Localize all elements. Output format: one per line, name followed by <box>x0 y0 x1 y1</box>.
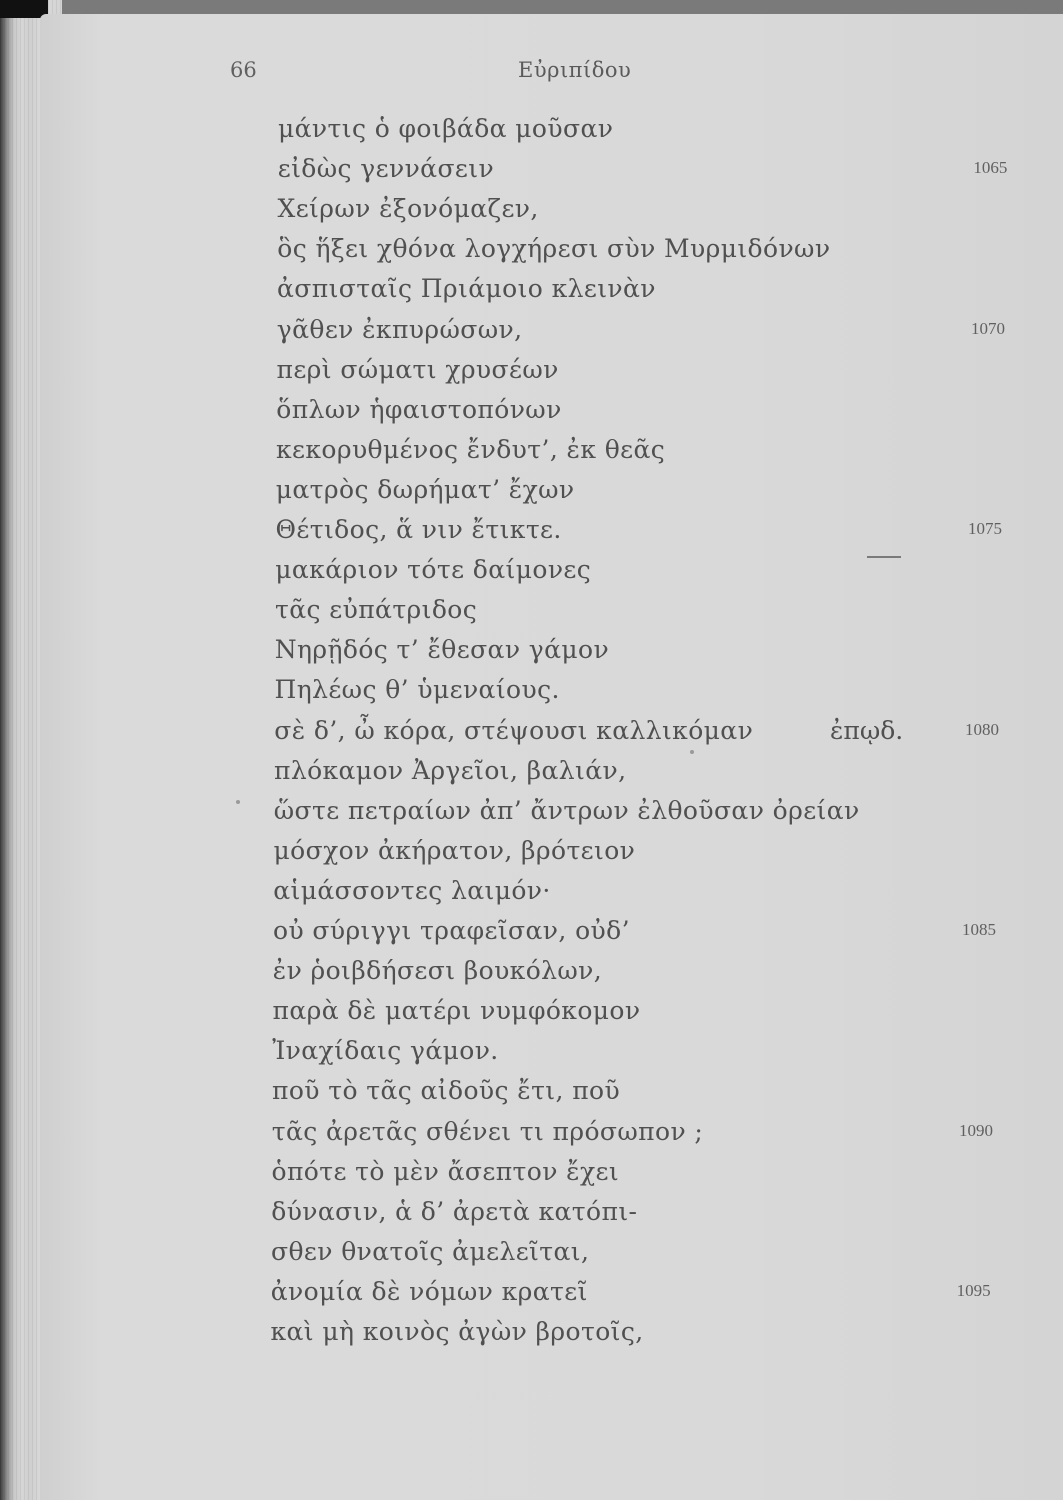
verse-text: μόσχον ἀκήρατον, βρότειον <box>273 835 636 865</box>
verse-line <box>40 1117 1063 1157</box>
verse-text: αἱμάσσοντες λαιμόν· <box>273 875 551 905</box>
line-number: 1085 <box>962 920 996 939</box>
verse-line <box>40 234 1063 274</box>
verse-text: γᾶθεν ἐκπυρώσων, <box>276 314 523 344</box>
verse-line <box>40 876 1063 916</box>
page-header <box>40 58 1063 88</box>
book-page <box>40 14 1063 1500</box>
verse-line <box>40 595 1063 635</box>
line-number: 1095 <box>956 1280 991 1300</box>
running-title: Εὐριπίδου <box>518 58 632 82</box>
verse-line <box>40 435 1063 475</box>
verse-line <box>40 355 1063 395</box>
verse-line <box>40 274 1063 314</box>
verse-line <box>40 395 1063 435</box>
verse-line <box>40 836 1063 876</box>
verse-text: Χείρων ἐξονόμαζεν, <box>277 194 539 224</box>
verse-line <box>40 154 1063 194</box>
verse-line <box>40 675 1063 715</box>
verse-text: παρὰ δὲ ματέρι νυμφόκομον <box>272 996 641 1026</box>
line-number: 1080 <box>965 719 999 739</box>
verse-text: οὐ σύριγγι τραφεῖσαν, οὐδ’ <box>273 916 630 945</box>
verse-text: μακάριον τότε δαίμονες <box>275 555 592 585</box>
verse-text: ὥστε πετραίων ἀπ’ ἄντρων ἐλθοῦσαν ὀρείαν <box>273 795 860 825</box>
verse-line <box>40 1036 1063 1076</box>
verse-line <box>40 916 1063 956</box>
line-number: 1075 <box>968 519 1002 538</box>
verse-text: Πηλέως θ’ ὑμεναίους. <box>274 675 560 705</box>
verse-line <box>40 1277 1063 1317</box>
verse-line <box>40 475 1063 515</box>
verse-line <box>40 716 1063 756</box>
verse-text: σθεν θνατοῖς ἀμελεῖται, <box>271 1236 590 1266</box>
verse-line <box>40 635 1063 675</box>
verse-text: πλόκαμον Ἀργεῖοι, βαλιάν, <box>274 755 627 785</box>
verse-line <box>40 515 1063 555</box>
verse-text: εἰδὼς γεννάσειν <box>277 154 495 184</box>
verse-line <box>40 996 1063 1036</box>
section-dash <box>867 556 901 558</box>
verse-text: ὅπλων ἡφαιστοπόνων <box>276 394 562 424</box>
verse-text: ὃς ἥξει χθόνα λογχήρεσι σὺν Μυρμιδόνων <box>277 234 831 264</box>
strophe-marker: ἐπῳδ. <box>830 715 904 745</box>
verse-text: Νηρῇδός τ’ ἔθεσαν γάμον <box>274 635 610 665</box>
verse-text: ὁπότε τὸ μὲν ἄσεπτον ἔχει <box>271 1156 620 1186</box>
verse-text: ἐν ῥοιβδήσεσι βουκόλων, <box>272 956 603 986</box>
line-number: 1065 <box>973 158 1008 178</box>
verse-line <box>40 796 1063 836</box>
verse-text: ποῦ τὸ τᾶς αἰδοῦς ἔτι, ποῦ <box>272 1076 621 1106</box>
verse-line <box>40 1237 1063 1277</box>
verse-line <box>40 1197 1063 1237</box>
verse-line <box>40 1157 1063 1197</box>
verse-line <box>40 315 1063 355</box>
verse-text: ματρὸς δωρήματ’ ἔχων <box>275 474 575 504</box>
verse-text: μάντις ὁ φοιβάδα μοῦσαν <box>278 114 614 143</box>
verse-text: δύνασιν, ἁ δ’ ἀρετὰ κατόπι- <box>271 1196 638 1226</box>
verse-text: κεκορυθμένος ἔνδυτ’, ἐκ θεᾶς <box>276 434 666 464</box>
verse-text: περὶ σώματι χρυσέων <box>276 354 559 384</box>
verse-line <box>40 956 1063 996</box>
verse-text: σὲ δ’, ὦ κόρα, στέψουσι καλλικόμαν <box>274 715 754 745</box>
verse-text: τᾶς εὐπάτριδος <box>275 595 478 625</box>
verse-text: ἀνομία δὲ νόμων κρατεῖ <box>270 1276 588 1306</box>
verse-text: ἀσπισταῖς Πριάμοιο κλεινὰν <box>277 274 656 304</box>
line-number: 1070 <box>971 318 1005 338</box>
speck <box>236 800 240 804</box>
verse-text: καὶ μὴ κοινὸς ἀγὼν βροτοῖς, <box>270 1317 644 1346</box>
verse-line <box>40 555 1063 595</box>
verse-line <box>40 1317 1063 1357</box>
verse-text: Θέτιδος, ἅ νιν ἔτικτε. <box>275 515 562 544</box>
speck <box>690 750 694 754</box>
verse-line <box>40 756 1063 796</box>
verse-line <box>40 194 1063 234</box>
verse-line <box>40 1076 1063 1116</box>
line-number: 1090 <box>959 1120 993 1140</box>
verse-line <box>40 114 1063 154</box>
verse-text: Ἰναχίδαις γάμον. <box>272 1036 499 1066</box>
verse-text: τᾶς ἀρετᾶς σθένει τι πρόσωπον ; <box>271 1116 704 1146</box>
page-number: 66 <box>230 58 257 82</box>
